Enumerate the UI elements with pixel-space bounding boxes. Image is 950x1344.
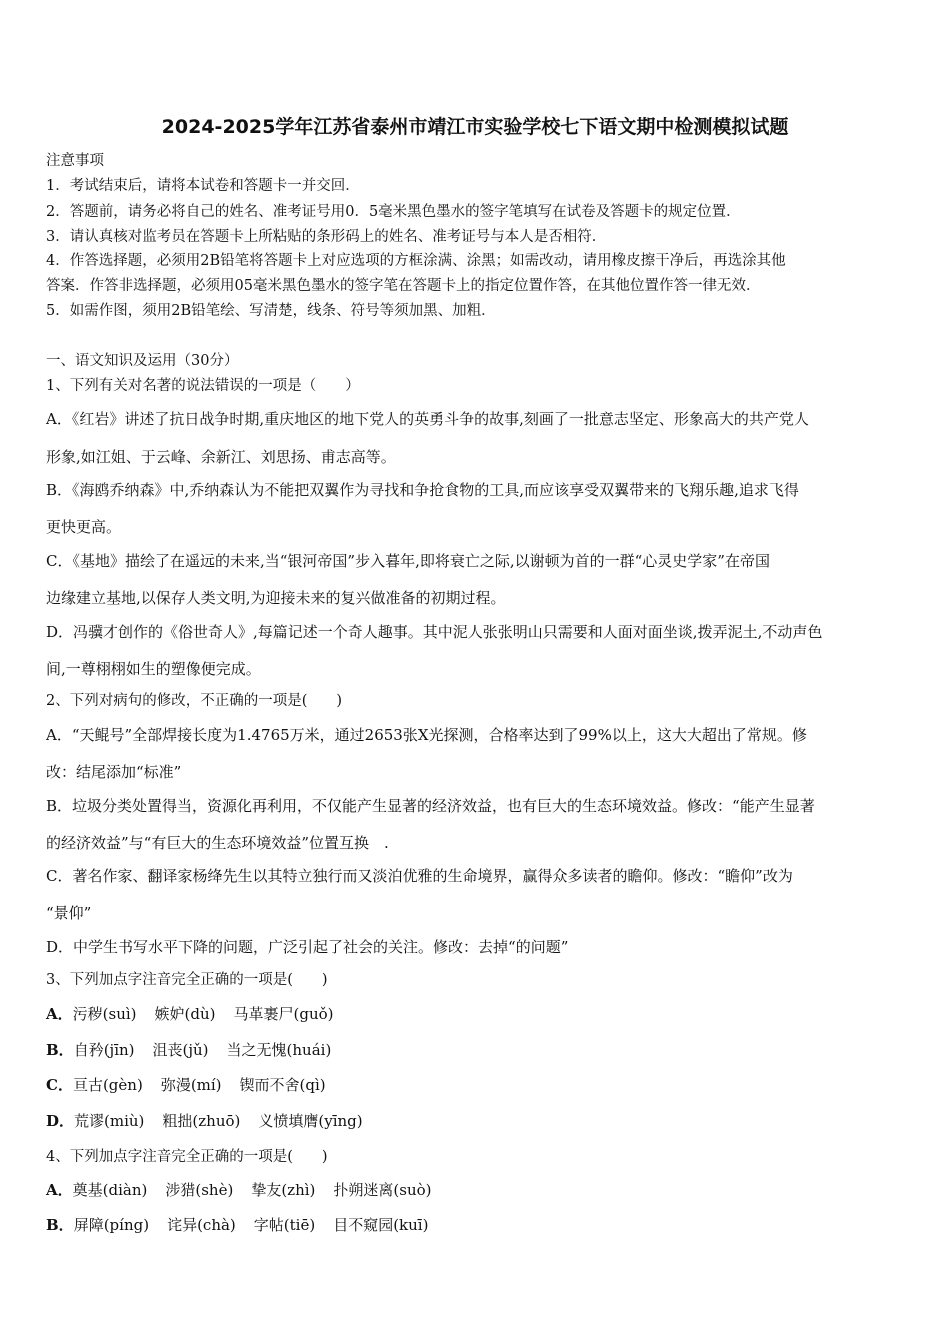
answer-option: A．污秽(suì) 嫉妒(dù) 马革裹尸(guǒ): [46, 1005, 334, 1023]
question-stem: 2、下列对病句的修改，不正确的一项是( ): [46, 693, 343, 709]
question-stem: 4、下列加点字注音完全正确的一项是( ): [46, 1149, 328, 1165]
option-c-cont: “景仰”: [46, 904, 92, 922]
answer-option: D．荒谬(miù) 粗拙(zhuō) 义愤填膺(yīng): [46, 1112, 363, 1130]
option-a: A．《红岩》讲述了抗日战争时期,重庆地区的地下党人的英勇斗争的故事,刻画了一批意志坚定、形象高大的共产党人: [46, 410, 809, 428]
answer-option: B．屏障(píng) 诧异(chà) 字帖(tiē) 目不窥园(kuī): [46, 1216, 429, 1234]
notice-line: 5．如需作图，须用2B铅笔绘、写清楚，线条、符号等须加黑、加粗．: [46, 303, 496, 319]
option-b-cont: 更快更高。: [46, 518, 122, 536]
notice-line: 答案．作答非选择题，必须用05毫米黑色墨水的签字笔在答题卡上的指定位置作答，在其他位置作答一律无效．: [46, 278, 761, 294]
option-d: D．中学生书写水平下降的问题，广泛引起了社会的关注。修改：去掉“的问题”: [46, 938, 569, 956]
page-title: 2024-2025学年江苏省泰州市靖江市实验学校七下语文期中检测模拟试题: [161, 116, 789, 138]
question-stem: 1、下列有关对名著的说法错误的一项是（ ）: [46, 378, 360, 394]
notice-line: 1．考试结束后，请将本试卷和答题卡一并交回．: [46, 178, 360, 194]
answer-option: A．奠基(diàn) 涉猎(shè) 挚友(zhì) 扑朔迷离(suò): [46, 1181, 432, 1199]
notice-line: 4．作答选择题，必须用2B铅笔将答题卡上对应选项的方框涂满、涂黑；如需改动，请用橡皮擦干净后，再选涂其他: [46, 253, 786, 269]
option-c: C．《基地》描绘了在遥远的未来,当“银河帝国”步入暮年,即将衰亡之际,以谢顿为首的一群“心灵史学家”在帝国: [46, 552, 770, 570]
option-a: A．“天鲲号”全部焊接长度为1.4765万米，通过2653张X光探测，合格率达到了99%以上，这大大超出了常规。修: [46, 726, 807, 744]
option-a-cont: 改：结尾添加“标准”: [46, 763, 182, 781]
notice-line: 2．答题前，请务必将自己的姓名、准考证号用0．5毫米黑色墨水的签字笔填写在试卷及答题卡的规定位置．: [46, 204, 741, 220]
notice-line: 3．请认真核对监考员在答题卡上所粘贴的条形码上的姓名、准考证号与本人是否相符．: [46, 229, 607, 245]
option-b-cont: 的经济效益”与“有巨大的生态环境效益”位置互换 .: [46, 834, 389, 852]
option-a-cont: 形象,如江姐、于云峰、余新江、刘思扬、甫志高等。: [46, 448, 396, 466]
notice-heading: 注意事项: [46, 153, 104, 169]
section-heading: 一、语文知识及运用（30分）: [46, 353, 239, 369]
option-b: B．垃圾分类处置得当，资源化再利用，不仅能产生显著的经济效益，也有巨大的生态环境效益。修改：“能产生显著: [46, 797, 815, 815]
option-c-cont: 边缘建立基地,以保存人类文明,为迎接未来的复兴做准备的初期过程。: [46, 589, 506, 607]
option-d-cont: 间,一尊栩栩如生的塑像便完成。: [46, 660, 261, 678]
option-c: C．著名作家、翻译家杨绛先生以其特立独行而又淡泊优雅的生命境界，赢得众多读者的瞻仰。修改：“瞻仰”改为: [46, 867, 793, 885]
option-b: B．《海鸥乔纳森》中,乔纳森认为不能把双翼作为寻找和争抢食物的工具,而应该享受双翼带来的飞翔乐趣,追求飞得: [46, 481, 799, 499]
question-stem: 3、下列加点字注音完全正确的一项是( ): [46, 972, 328, 988]
answer-option: B．自矜(jīn) 沮丧(jǔ) 当之无愧(huái): [46, 1041, 332, 1059]
option-d: D．冯骥才创作的《俗世奇人》,每篇记述一个奇人趣事。其中泥人张张明山只需要和人面对面坐谈,拨弄泥土,不动声色: [46, 623, 823, 641]
answer-option: C．亘古(gèn) 弥漫(mí) 锲而不舍(qì): [46, 1076, 326, 1094]
